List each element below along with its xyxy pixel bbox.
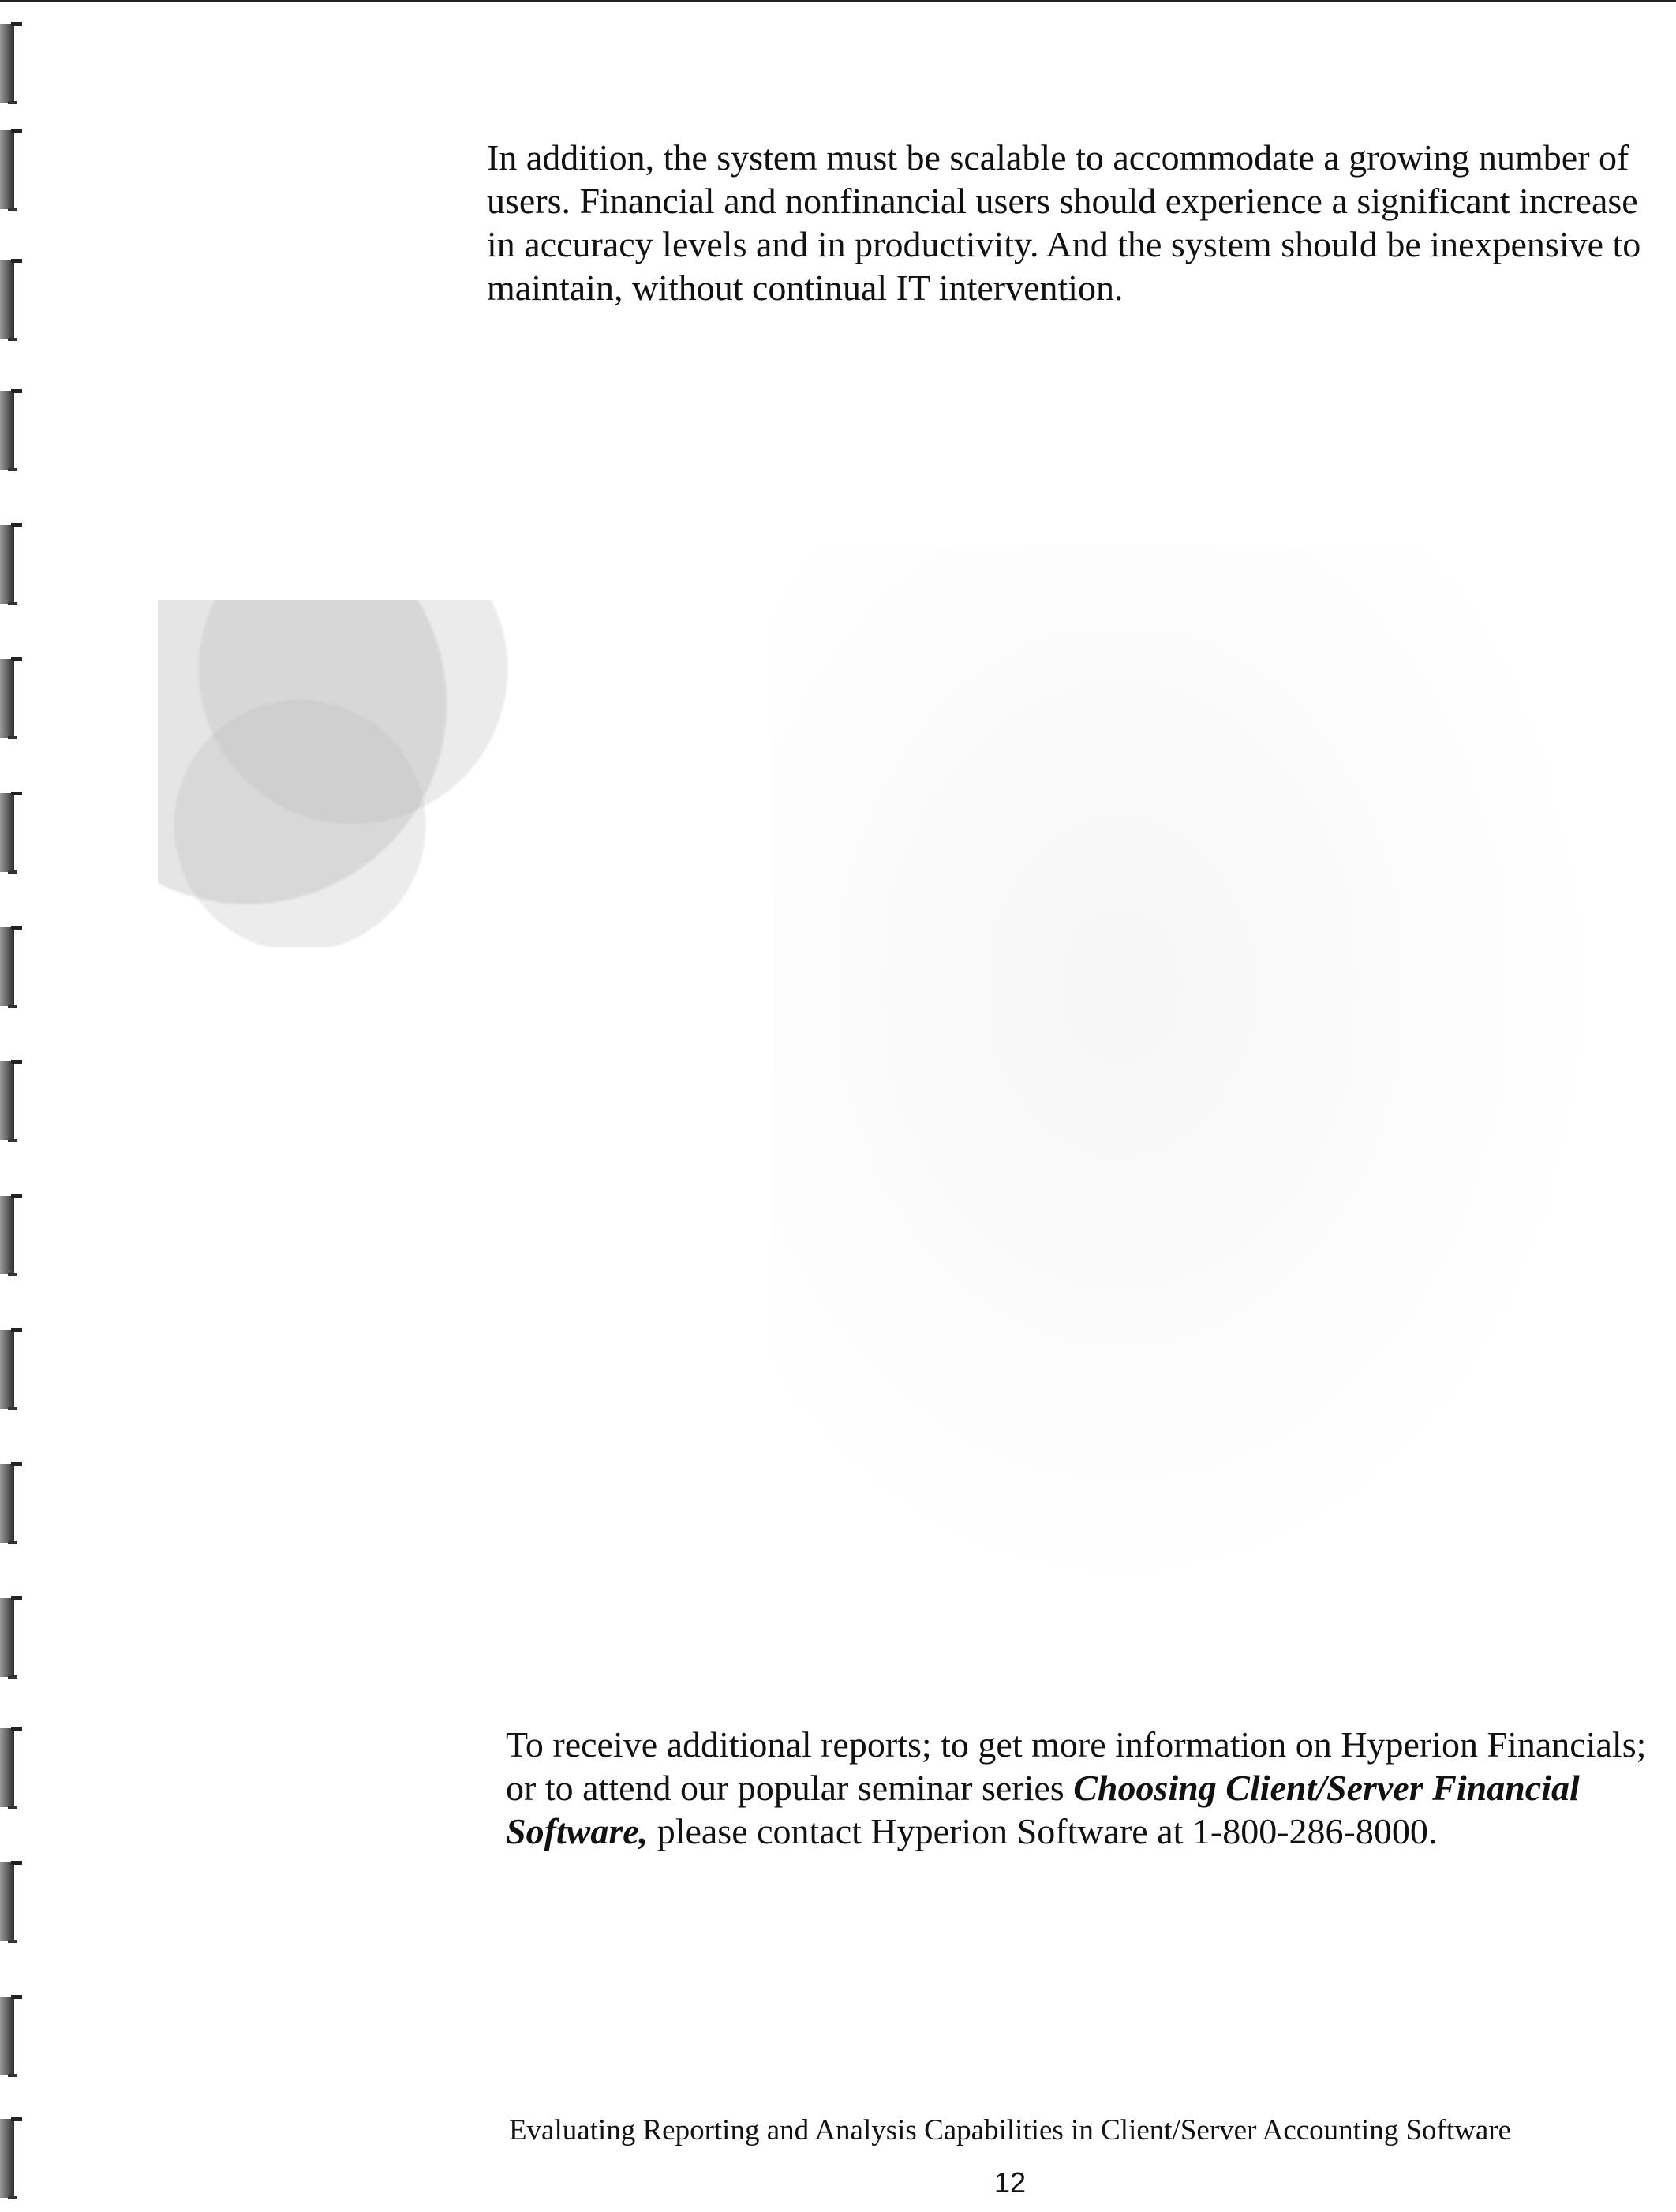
running-footer: Evaluating Reporting and Analysis Capabilities in Client/Server Accounting Software (508, 2114, 1512, 2147)
binding-ring (0, 793, 14, 872)
binding-ring (0, 1330, 14, 1409)
binding-ring (0, 1061, 14, 1140)
binding-ring (0, 1196, 14, 1274)
scan-smudge (158, 600, 513, 947)
binding-ring (0, 1862, 14, 1941)
contact-text-phone: please contact Hyperion Software at 1-800-286-8000. (648, 1811, 1438, 1851)
binding-ring (0, 659, 14, 738)
binding-ring (0, 260, 14, 339)
scalability-paragraph: In addition, the system must be scalable to accommodate a growing number of users. Financial and nonfinancial users should experience a significant increase in accuracy levels and in productivity. And the system should be inexpensive to maintain, without continual IT intervention. (487, 137, 1641, 308)
spiral-binding (0, 0, 32, 2212)
binding-ring (0, 1464, 14, 1543)
binding-ring (0, 927, 14, 1006)
binding-ring (0, 391, 14, 470)
binding-ring (0, 130, 14, 209)
binding-ring (0, 1728, 14, 1807)
binding-ring (0, 1598, 14, 1677)
seminar-title: Choosing Client/Server Financial Software, (506, 1768, 1580, 1851)
binding-ring (0, 24, 14, 103)
page-number: 12 (993, 2166, 1027, 2199)
binding-ring (0, 525, 14, 604)
contact-paragraph (506, 1723, 1674, 1853)
binding-ring (0, 2119, 14, 2198)
contact-text-intro: To receive additional reports; to get more information on Hyperion Financials; or to attend our popular seminar series (506, 1724, 1647, 1808)
bleed-through-shadow (773, 545, 1641, 1649)
binding-ring (0, 1997, 14, 2075)
top-edge-rule (0, 0, 1676, 2)
